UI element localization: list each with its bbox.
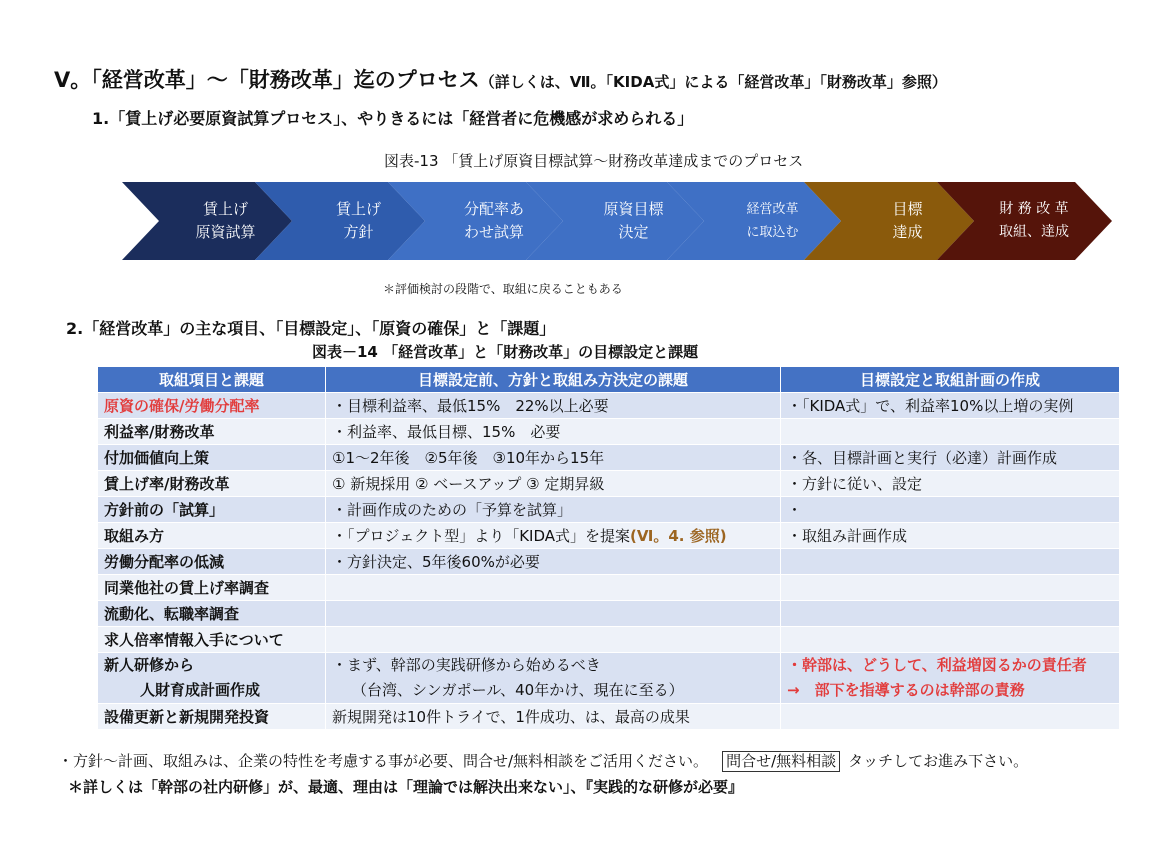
row-policy-line2: （台湾、シンガポール、40年かけ、現在に至る） xyxy=(352,681,684,699)
flow-step-7-line2: 取組、達成 xyxy=(999,224,1069,240)
table-row xyxy=(98,523,1120,549)
row-plan xyxy=(781,653,1120,704)
row-item xyxy=(98,653,326,704)
row-policy: ① 新規採用 ② ベースアップ ③ 定期昇級 xyxy=(326,471,781,497)
row-policy: ・利益率、最低目標、15% 必要 xyxy=(326,419,781,445)
flow-step-1-line2: 原資試算 xyxy=(195,223,256,241)
table-row xyxy=(98,575,1120,601)
row-item: 設備更新と新規開発投資 xyxy=(98,704,326,730)
footer-line2: ＊詳しくは「幹部の社内研修」が、最適、理由は「理論では解決出来ない」、『実践的な研修が必要』 xyxy=(68,778,744,796)
row-plan: ・ xyxy=(781,497,1120,523)
title-main: Ⅴ。「経営改革」～「財務改革」迄のプロセス xyxy=(54,68,480,92)
flow-step-5-line2: に取込む xyxy=(746,225,799,240)
row-plan xyxy=(781,601,1120,627)
row-policy xyxy=(326,601,781,627)
row-item: 原資の確保/労働分配率 xyxy=(98,393,326,419)
flow-step-4-line1: 原資目標 xyxy=(603,200,664,218)
footer-line1 xyxy=(58,750,1028,772)
section1-heading: 1.「賃上げ必要原資試算プロセス」、やりきるには「経営者に危機感が求められる」 xyxy=(92,109,694,128)
table-row xyxy=(98,419,1120,445)
row-item: 同業他社の賃上げ率調査 xyxy=(98,575,326,601)
table-header-cell: 目標設定と取組計画の作成 xyxy=(781,367,1120,393)
row-item-line2: 人財育成計画作成 xyxy=(140,681,261,699)
table-row xyxy=(98,704,1120,730)
page-title xyxy=(54,64,947,94)
row-plan xyxy=(781,704,1120,730)
row-policy-line1: ・まず、幹部の実践研修から始めるべき xyxy=(332,656,601,674)
row-plan xyxy=(781,627,1120,653)
flow-step-5 xyxy=(704,182,841,260)
table-row xyxy=(98,549,1120,575)
table-row xyxy=(98,653,1120,704)
flow-step-7 xyxy=(974,182,1094,260)
figure13-caption: 図表-13 「賃上げ原資目標試算～財務改革達成までのプロセス xyxy=(384,152,804,170)
table-row xyxy=(98,393,1120,419)
row-policy: ・計画作成のための「予算を試算」 xyxy=(326,497,781,523)
table-header-cell: 取組項目と課題 xyxy=(98,367,326,393)
flow-step-4-line2: 決定 xyxy=(618,223,649,241)
flow-step-3-line1: 分配率あ xyxy=(463,200,524,218)
row-plan: ・取組み計画作成 xyxy=(781,523,1120,549)
row-item: 付加価値向上策 xyxy=(98,445,326,471)
flow-step-7-line1: 財 務 改 革 xyxy=(999,201,1069,217)
flow-step-1 xyxy=(159,182,292,260)
row-plan: ・各、目標計画と実行（必達）計画作成 xyxy=(781,445,1120,471)
table-row xyxy=(98,601,1120,627)
table-header-row xyxy=(98,367,1120,393)
flow-step-3 xyxy=(425,182,563,260)
table-row xyxy=(98,471,1120,497)
flow-step-3-line2: わせ試算 xyxy=(463,223,524,241)
row-plan-line2: → 部下を指導するのは幹部の責務 xyxy=(787,681,1025,699)
row-policy xyxy=(326,523,781,549)
flow-step-2 xyxy=(292,182,425,260)
flow-step-1-line1: 賃上げ xyxy=(202,200,248,218)
section2-heading: 2.「経営改革」の主な項目、「目標設定」、「原資の確保」と「課題」 xyxy=(66,319,556,338)
row-item: 利益率/財務改革 xyxy=(98,419,326,445)
row-plan xyxy=(781,575,1120,601)
flow-step-5-line1: 経営改革 xyxy=(746,202,799,217)
flow-step-6-line2: 達成 xyxy=(892,223,923,241)
row-policy xyxy=(326,627,781,653)
row-policy xyxy=(326,575,781,601)
row-plan xyxy=(781,549,1120,575)
row-policy-text: ・「プロジェクト型」より「KIDA式」を提案 xyxy=(332,527,631,545)
contact-consultation-button[interactable]: 問合せ/無料相談 xyxy=(722,751,840,772)
flow-step-2-line1: 賃上げ xyxy=(335,200,381,218)
flow-step-6-line1: 目標 xyxy=(892,200,923,218)
flow-step-6 xyxy=(841,182,974,260)
table-row xyxy=(98,497,1120,523)
row-policy: ・方針決定、5年後60%が必要 xyxy=(326,549,781,575)
policy-reference-link[interactable]: (Ⅵ。4. 参照) xyxy=(630,527,727,545)
row-plan: ・「KIDA式」で、利益率10%以上増の実例 xyxy=(781,393,1120,419)
flow-step-2-line2: 方針 xyxy=(343,223,374,241)
row-plan-line1: ・幹部は、どうして、利益増図るかの責任者 xyxy=(787,656,1087,674)
flow-step-4 xyxy=(563,182,704,260)
table-row xyxy=(98,445,1120,471)
table-row xyxy=(98,627,1120,653)
row-item: 賃上げ率/財務改革 xyxy=(98,471,326,497)
row-item-line1: 新人研修から xyxy=(104,656,195,674)
goals-table xyxy=(97,366,1120,730)
row-policy: 新規開発は10件トライで、1件成功、は、最高の成果 xyxy=(326,704,781,730)
title-note: （詳しくは、Ⅶ。「KIDA式」による「経営改革」「財務改革」参照） xyxy=(479,73,947,91)
row-plan xyxy=(781,419,1120,445)
row-item: 求人倍率情報入手について xyxy=(98,627,326,653)
row-item: 方針前の「試算」 xyxy=(98,497,326,523)
row-policy: ・目標利益率、最低15% 22%以上必要 xyxy=(326,393,781,419)
figure14-caption: 図表－14 「経営改革」と「財務改革」の目標設定と課題 xyxy=(312,343,699,361)
table-header-cell: 目標設定前、方針と取組み方決定の課題 xyxy=(326,367,781,393)
footer-advice: ・方針～計画、取組みは、企業の特性を考慮する事が必要、問合せ/無料相談をご活用ください。 xyxy=(58,752,709,770)
row-item: 流動化、転職率調査 xyxy=(98,601,326,627)
flow-note: ＊評価検討の段階で、取組に戻ることもある xyxy=(383,282,623,296)
row-item: 労働分配率の低減 xyxy=(98,549,326,575)
row-item: 取組み方 xyxy=(98,523,326,549)
row-plan: ・方針に従い、設定 xyxy=(781,471,1120,497)
row-policy xyxy=(326,653,781,704)
process-flow xyxy=(122,182,1112,260)
row-policy: ①1～2年後 ②5年後 ③10年から15年 xyxy=(326,445,781,471)
footer-touch-text: タッチしてお進み下さい。 xyxy=(848,752,1029,770)
